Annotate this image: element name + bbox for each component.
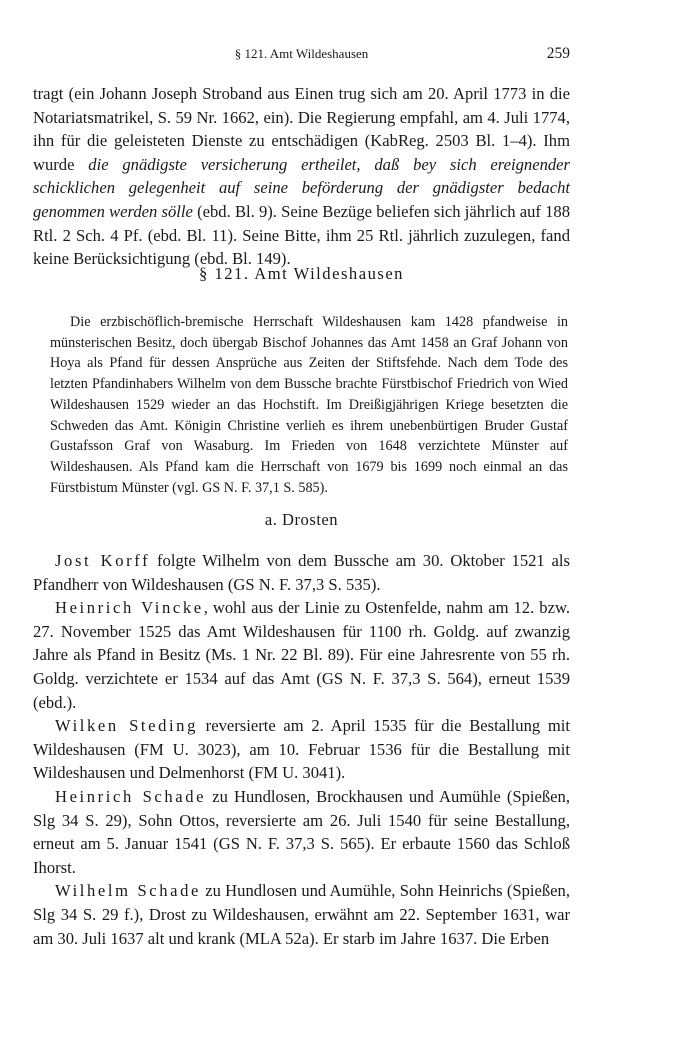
summary-block	[50, 312, 568, 498]
summary-paragraph: Die erzbischöflich-bremische Herrschaft Wildeshausen kam 1428 pfandweise in münsterischen Besitz, doch übergab Bischof Johannes das Amt 1458 an Graf Johann von Hoya als Pfand für dessen Ansprüche aus Zeiten der Stiftsfehde. Nach dem Tode des letzten Pfandinhabers Wilhelm von dem Bussche brachte Fürstbischof Friedrich von Wied Wildeshausen 1529 wieder an das Hochstift. Im Dreißigjährigen Kriege besetzten die Schweden das Amt. Königin Christine verlieh es ihrem unebenbürtigen Bruder Gustaf Gustafsson Graf von Wasaburg. Im Frieden von 1648 verzichtete Münster auf Wildeshausen. Als Pfand kam die Herrschaft von 1679 bis 1699 noch einmal an das Fürstbistum Münster (vgl. GS N. F. 37,1 S. 585).	[50, 314, 568, 496]
entry-name: Wilken Steding	[55, 716, 198, 736]
entry-text: , wohl aus der Linie zu Ostenfelde, nahm am 12. bzw. 27. November 1525 das Amt Wildeshausen für 1100 rh. Goldg. auf zwanzig Jahre als Pfand in Besitz (Ms. 1 Nr. 22 Bl. 89). Für eine Jahresrente von 55 rh. Goldg. verzichtete er 1534 auf das Amt (GS N. F. 37,3 S. 564), erneut 1539 (ebd.).	[33, 598, 570, 712]
entry-paragraph	[33, 879, 570, 950]
drosten-entries	[33, 549, 570, 950]
page-number: 259	[546, 45, 570, 62]
entry-name: Wilhelm Schade	[55, 881, 201, 901]
entry-text: folgte Wilhelm von dem Bussche am 30. Oktober 1521 als Pfandherr von Wildeshausen (GS N. F. 37,3 S. 535).	[33, 551, 570, 594]
entry-paragraph	[33, 549, 570, 596]
entry-paragraph	[33, 714, 570, 785]
intro-text-start: tragt (ein Johann Joseph Stroband aus Einen trug sich am 20. April 1773 in die Notariatsmatrikel, S. 59 Nr. 1662, ein). Die Regierung empfahl, am 4. Juli 1774, ihn für die geleisteten Dienste zu entschädigen (KabReg. 2503 Bl. 1–4). Ihm wurde	[33, 84, 570, 174]
section-heading: § 121. Amt Wildeshausen	[199, 264, 404, 283]
intro-quote: die gnädigste versicherung ertheilet, daß bey sich ereignender schicklichen gelegenheit auf seine beförderung der gnädigster bedacht genommen werden sölle	[33, 154, 570, 221]
entry-paragraph	[33, 785, 570, 879]
entry-name: Heinrich Vincke	[55, 598, 204, 618]
running-head: § 121. Amt Wildeshausen	[234, 46, 369, 61]
subsection-heading: a. Drosten	[264, 510, 339, 529]
entry-text: zu Hundlosen und Aumühle, Sohn Heinrichs (Spießen, Slg 34 S. 29 f.), Drost zu Wildeshausen, erwähnt am 22. September 1631, war am 30. Juli 1637 alt und krank (MLA 52a). Er starb im Jahre 1637. Die Erben	[33, 881, 570, 948]
entry-text: reversierte am 2. April 1535 für die Bestallung mit Wildeshausen (FM U. 3023), am 10. Februar 1536 für die Bestallung mit Wildeshausen und Delmenhorst (FM U. 3041).	[33, 716, 570, 783]
entry-paragraph	[33, 596, 570, 714]
entry-text: zu Hundlosen, Brockhausen und Aumühle (Spießen, Slg 34 S. 29), Sohn Ottos, reversierte am 26. Juli 1540 für seine Bestallung, erneut am 5. Januar 1541 (GS N. F. 37,3 S. 565). Er erbaute 1560 das Schloß Ihorst.	[33, 786, 570, 877]
intro-paragraph-block	[33, 82, 570, 271]
entry-name: Jost Korff	[55, 551, 151, 570]
intro-text-end: (ebd. Bl. 9). Seine Bezüge beliefen sich jährlich auf 188 Rtl. 2 Sch. 4 Pf. (ebd. Bl. 11). Seine Bitte, ihm 25 Rtl. jährlich zuzulegen, fand keine Berücksichtigung (ebd. Bl. 149).	[33, 201, 570, 269]
entry-name: Heinrich Schade	[55, 786, 207, 806]
intro-paragraph	[33, 82, 570, 271]
